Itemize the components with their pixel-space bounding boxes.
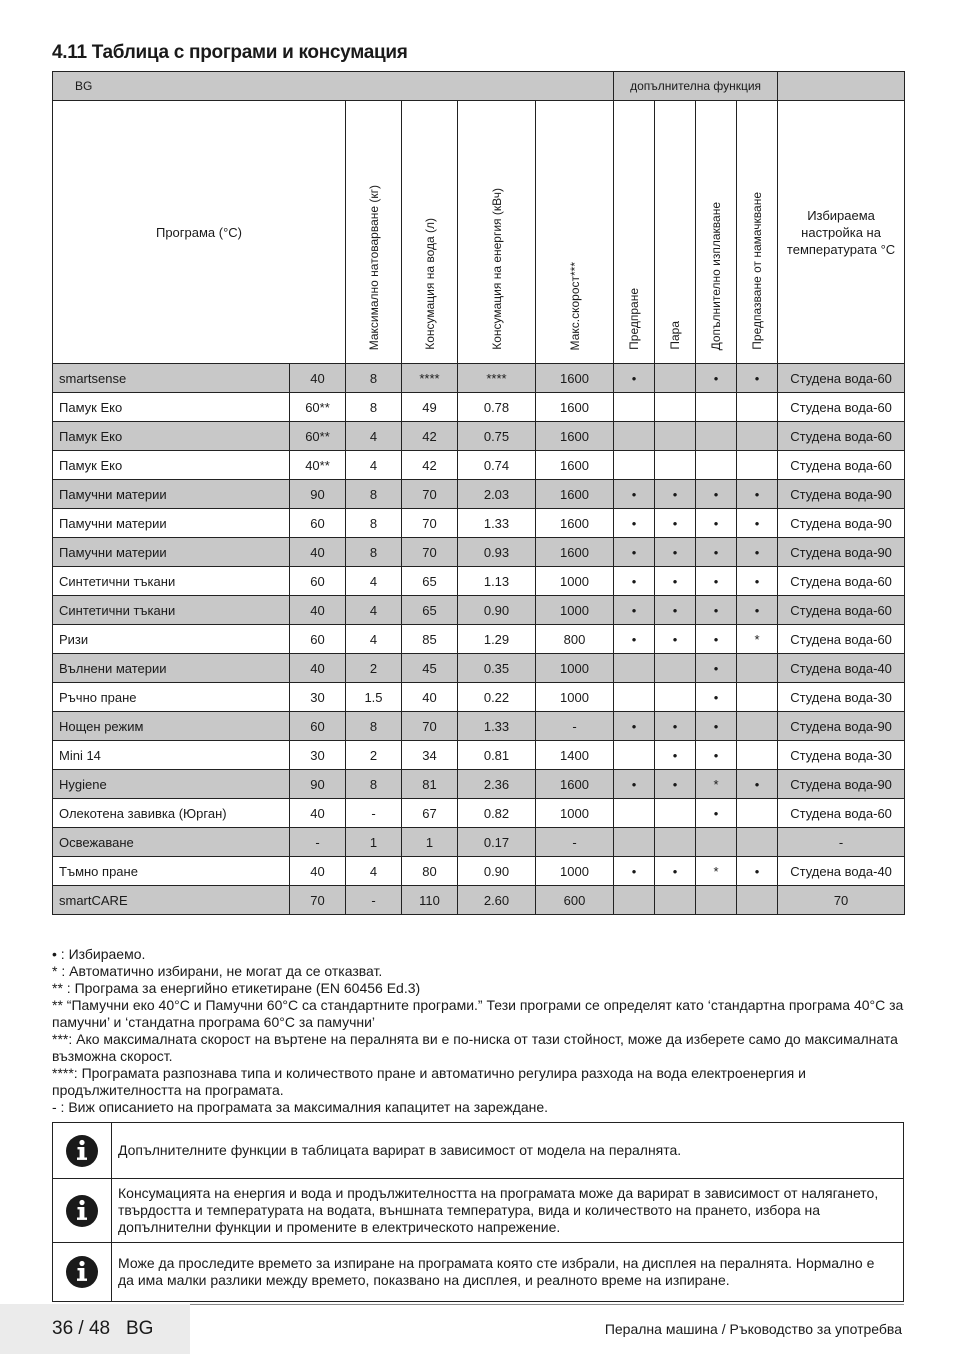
table-cell	[614, 393, 655, 422]
water-header: Консумация на вода (л)	[402, 101, 458, 364]
info-note	[52, 1243, 904, 1302]
program-table	[52, 71, 905, 915]
document-title: Перална машина / Ръководство за употребва	[604, 1321, 902, 1337]
table-cell: •	[696, 799, 737, 828]
table-cell: •	[655, 538, 696, 567]
table-cell: •	[655, 857, 696, 886]
table-cell: •	[614, 480, 655, 509]
table-cell: 90	[290, 480, 346, 509]
table-cell: •	[614, 509, 655, 538]
table-cell	[614, 683, 655, 712]
table-cell: 60	[290, 567, 346, 596]
table-cell	[614, 799, 655, 828]
table-cell: 81	[402, 770, 458, 799]
table-cell: 60**	[290, 422, 346, 451]
table-cell: ****	[458, 364, 536, 393]
info-icon	[53, 1123, 112, 1178]
table-row	[53, 799, 905, 828]
table-cell: •	[614, 364, 655, 393]
table-cell	[737, 422, 778, 451]
program-name-cell: Синтетични тъкани	[53, 567, 290, 596]
energy-header: Консумация на енергия (кВч)	[458, 101, 536, 364]
table-cell: 65	[402, 596, 458, 625]
table-cell: •	[737, 596, 778, 625]
table-cell: Студена вода-60	[778, 567, 905, 596]
info-note-text: Може да проследите времето за изпиране на програмата която сте избрали, на дисплея на пералнята. Нормално е да има малки разлики между времето, показвано на дисплея, и реалното време на изпиране.	[118, 1255, 875, 1288]
table-cell: Студена вода-90	[778, 538, 905, 567]
table-cell	[614, 451, 655, 480]
table-cell: 30	[290, 683, 346, 712]
table-cell: Студена вода-90	[778, 770, 905, 799]
table-cell: •	[696, 596, 737, 625]
table-row	[53, 480, 905, 509]
table-cell: Студена вода-60	[778, 625, 905, 654]
extra-rinse-header: Допълнително изплакване	[696, 101, 737, 364]
table-cell	[737, 451, 778, 480]
table-row	[53, 712, 905, 741]
table-row	[53, 596, 905, 625]
table-cell: 4	[346, 422, 402, 451]
program-header: Програма (°C)	[53, 101, 346, 364]
table-cell: •	[614, 770, 655, 799]
table-cell: •	[614, 567, 655, 596]
table-cell: 85	[402, 625, 458, 654]
table-cell	[737, 799, 778, 828]
table-cell: •	[696, 625, 737, 654]
info-note-text: Консумацията на енергия и вода и продължителността на програмата може да варират в зависимост от налягането, твърдостта и температурата на водата, външната температура, вида и количеството на прането, избора на допълнителни функции и промените в електрическото напрежение.	[118, 1185, 879, 1235]
program-name-cell: Hygiene	[53, 770, 290, 799]
table-cell: 60	[290, 625, 346, 654]
table-cell	[696, 828, 737, 857]
table-cell: 40	[402, 683, 458, 712]
table-cell: 80	[402, 857, 458, 886]
table-cell	[696, 393, 737, 422]
table-cell: 8	[346, 480, 402, 509]
legend-line: ** : Програма за енергийно етикетиране (EN 60456 Ed.3)	[52, 980, 421, 996]
program-name-cell: Освежаване	[53, 828, 290, 857]
table-cell: •	[655, 596, 696, 625]
table-cell: 70	[402, 712, 458, 741]
table-cell: 67	[402, 799, 458, 828]
table-cell	[614, 654, 655, 683]
table-cell: 8	[346, 364, 402, 393]
info-note	[52, 1179, 904, 1243]
program-name-cell: Ризи	[53, 625, 290, 654]
table-cell: 1000	[536, 683, 614, 712]
table-cell: 0.75	[458, 422, 536, 451]
table-cell	[737, 741, 778, 770]
steam-header: Пара	[655, 101, 696, 364]
table-cell: •	[737, 364, 778, 393]
page-number: 36 / 48 BG	[52, 1318, 154, 1339]
table-cell: 1600	[536, 538, 614, 567]
table-cell: 8	[346, 538, 402, 567]
table-cell: 40	[290, 799, 346, 828]
program-name-cell: Памучни материи	[53, 538, 290, 567]
table-cell	[737, 654, 778, 683]
table-cell: Студена вода-30	[778, 741, 905, 770]
table-cell: 8	[346, 509, 402, 538]
table-cell: 60**	[290, 393, 346, 422]
table-cell: 40	[290, 364, 346, 393]
table-row	[53, 857, 905, 886]
table-cell: •	[614, 857, 655, 886]
program-name-cell: Mini 14	[53, 741, 290, 770]
table-cell	[655, 422, 696, 451]
table-cell	[696, 451, 737, 480]
table-cell	[696, 886, 737, 915]
table-row	[53, 654, 905, 683]
table-cell: •	[696, 683, 737, 712]
table-cell: •	[737, 770, 778, 799]
table-cell: •	[655, 509, 696, 538]
info-note	[52, 1123, 904, 1179]
program-name-cell: smartCARE	[53, 886, 290, 915]
table-cell: 1.33	[458, 712, 536, 741]
table-cell	[737, 712, 778, 741]
table-cell	[655, 828, 696, 857]
table-row	[53, 886, 905, 915]
table-cell: 2.03	[458, 480, 536, 509]
table-cell: •	[614, 538, 655, 567]
table-cell: 0.35	[458, 654, 536, 683]
section-title: 4.11 Таблица с програми и консумация	[52, 42, 408, 63]
table-cell: Студена вода-60	[778, 596, 905, 625]
table-cell: 8	[346, 770, 402, 799]
legend-line: • : Избираемо.	[52, 946, 146, 962]
table-cell: -	[536, 712, 614, 741]
table-cell: 1600	[536, 422, 614, 451]
table-cell	[614, 828, 655, 857]
anti-crease-header: Предпазване от намачкване	[737, 101, 778, 364]
table-cell: 2	[346, 654, 402, 683]
table-cell: 600	[536, 886, 614, 915]
table-cell: 1.13	[458, 567, 536, 596]
table-cell	[655, 886, 696, 915]
table-cell: 70	[290, 886, 346, 915]
table-cell: 0.17	[458, 828, 536, 857]
table-cell	[737, 683, 778, 712]
table-cell: 70	[402, 509, 458, 538]
program-name-cell: smartsense	[53, 364, 290, 393]
table-cell: 2.60	[458, 886, 536, 915]
table-cell: Студена вода-90	[778, 480, 905, 509]
table-cell: 1	[402, 828, 458, 857]
program-name-cell: Памучни материи	[53, 480, 290, 509]
empty-header-cell	[778, 72, 905, 101]
table-cell: 90	[290, 770, 346, 799]
table-row	[53, 683, 905, 712]
table-row	[53, 625, 905, 654]
speed-header: Макс.скорост***	[536, 101, 614, 364]
table-cell: 4	[346, 451, 402, 480]
table-cell: 0.82	[458, 799, 536, 828]
table-cell: 70	[402, 480, 458, 509]
table-cell: 1000	[536, 857, 614, 886]
table-cell: 1	[346, 828, 402, 857]
table-cell: •	[614, 712, 655, 741]
table-cell: 4	[346, 857, 402, 886]
table-cell: *	[737, 625, 778, 654]
max-load-header: Максимално натоварване (кг)	[346, 101, 402, 364]
table-cell: 1600	[536, 480, 614, 509]
table-cell: 8	[346, 712, 402, 741]
table-cell: 70	[402, 538, 458, 567]
program-name-cell: Тъмно пране	[53, 857, 290, 886]
table-row	[53, 770, 905, 799]
table-cell: 65	[402, 567, 458, 596]
info-notes	[52, 1122, 904, 1302]
table-cell: 0.81	[458, 741, 536, 770]
table-cell: •	[696, 654, 737, 683]
table-cell: 1000	[536, 654, 614, 683]
table-cell: 2	[346, 741, 402, 770]
table-cell: Студена вода-60	[778, 393, 905, 422]
table-cell: 1.5	[346, 683, 402, 712]
table-cell: 42	[402, 451, 458, 480]
table-row	[53, 538, 905, 567]
table-cell	[737, 828, 778, 857]
table-cell: •	[737, 480, 778, 509]
program-name-cell: Нощен режим	[53, 712, 290, 741]
table-cell: -	[346, 886, 402, 915]
table-cell: •	[696, 480, 737, 509]
info-icon	[53, 1179, 112, 1242]
table-cell: 2.36	[458, 770, 536, 799]
table-cell: 40	[290, 538, 346, 567]
table-cell: *	[696, 770, 737, 799]
info-icon	[53, 1243, 112, 1301]
table-cell: •	[655, 741, 696, 770]
table-row	[53, 451, 905, 480]
table-cell	[655, 451, 696, 480]
program-name-cell: Олекотена завивка (Юрган)	[53, 799, 290, 828]
table-cell: 34	[402, 741, 458, 770]
table-row	[53, 741, 905, 770]
table-cell: Студена вода-60	[778, 422, 905, 451]
table-cell	[737, 393, 778, 422]
table-cell: Студена вода-60	[778, 799, 905, 828]
table-cell: 40	[290, 857, 346, 886]
table-cell: •	[737, 509, 778, 538]
table-cell: ****	[402, 364, 458, 393]
table-cell: 0.22	[458, 683, 536, 712]
table-cell: 1000	[536, 596, 614, 625]
table-cell: Студена вода-90	[778, 712, 905, 741]
table-cell: 49	[402, 393, 458, 422]
table-cell	[655, 364, 696, 393]
table-cell: Студена вода-40	[778, 857, 905, 886]
table-cell: 1.33	[458, 509, 536, 538]
table-cell: -	[536, 828, 614, 857]
table-cell: Студена вода-60	[778, 364, 905, 393]
table-cell	[655, 393, 696, 422]
table-cell: •	[696, 538, 737, 567]
table-cell: •	[737, 538, 778, 567]
table-cell: 1600	[536, 509, 614, 538]
table-cell: 40	[290, 654, 346, 683]
table-cell	[737, 886, 778, 915]
table-cell	[655, 654, 696, 683]
legend-line: * : Автоматично избирани, не могат да се отказват.	[52, 963, 383, 979]
table-row	[53, 567, 905, 596]
table-cell: 0.74	[458, 451, 536, 480]
table-cell: 4	[346, 625, 402, 654]
table-cell: 1600	[536, 770, 614, 799]
legend	[52, 946, 904, 1116]
table-cell: 42	[402, 422, 458, 451]
table-cell: Студена вода-30	[778, 683, 905, 712]
table-row	[53, 393, 905, 422]
table-cell: •	[696, 712, 737, 741]
program-name-cell: Памук Еко	[53, 422, 290, 451]
table-cell	[696, 422, 737, 451]
table-cell	[614, 422, 655, 451]
table-cell: 0.90	[458, 596, 536, 625]
info-note-text: Допълнителните функции в таблицата варират в зависимост от модела на пералнята.	[118, 1142, 682, 1158]
table-cell: 70	[778, 886, 905, 915]
temp-header: Избираема настройка на температурата °C	[778, 101, 905, 364]
table-cell: 40	[290, 596, 346, 625]
table-cell: 110	[402, 886, 458, 915]
table-cell: 800	[536, 625, 614, 654]
table-cell: Студена вода-40	[778, 654, 905, 683]
table-cell: 8	[346, 393, 402, 422]
legend-line: ** “Памучни еко 40°C и Памучни 60°C са стандартните програми.” Тези програми се определят като ‘стандартна програма 40°C за памучни’ и ‘стандатна програма 60°C за памучни’	[52, 997, 904, 1030]
table-cell: 45	[402, 654, 458, 683]
extra-function-header: допълнителна функция	[614, 72, 778, 101]
table-cell: •	[655, 480, 696, 509]
table-cell: 30	[290, 741, 346, 770]
table-cell: •	[737, 567, 778, 596]
table-cell: -	[778, 828, 905, 857]
table-cell: -	[346, 799, 402, 828]
table-cell: 4	[346, 567, 402, 596]
table-cell: •	[737, 857, 778, 886]
program-name-cell: Памук Еко	[53, 393, 290, 422]
table-cell: 60	[290, 509, 346, 538]
program-name-cell: Ръчно пране	[53, 683, 290, 712]
table-cell: •	[655, 625, 696, 654]
table-cell: •	[696, 741, 737, 770]
table-cell: •	[696, 509, 737, 538]
table-cell: 1.29	[458, 625, 536, 654]
table-cell: •	[614, 625, 655, 654]
table-cell: •	[655, 712, 696, 741]
prewash-header: Предпране	[614, 101, 655, 364]
table-row	[53, 509, 905, 538]
table-cell: 0.93	[458, 538, 536, 567]
table-cell: Студена вода-60	[778, 451, 905, 480]
table-cell: •	[696, 364, 737, 393]
table-row	[53, 828, 905, 857]
table-cell: 4	[346, 596, 402, 625]
table-cell: •	[614, 596, 655, 625]
table-cell: 0.78	[458, 393, 536, 422]
table-row	[53, 422, 905, 451]
table-cell: 1000	[536, 567, 614, 596]
table-cell: 60	[290, 712, 346, 741]
program-name-cell: Памучни материи	[53, 509, 290, 538]
legend-line: ****: Програмата разпознава типа и количеството пране и автоматично регулира разхода на вода електроенергия и продължителността на програмата.	[52, 1065, 806, 1098]
program-name-cell: Синтетични тъкани	[53, 596, 290, 625]
legend-line: - : Виж описанието на програмата за максималния капацитет на зареждане.	[52, 1099, 549, 1115]
table-cell: •	[655, 567, 696, 596]
table-cell: 1600	[536, 393, 614, 422]
table-cell: -	[290, 828, 346, 857]
table-cell	[655, 799, 696, 828]
table-cell: 1600	[536, 451, 614, 480]
table-cell: Студена вода-90	[778, 509, 905, 538]
table-cell: 1400	[536, 741, 614, 770]
table-cell: •	[655, 770, 696, 799]
table-cell: 1000	[536, 799, 614, 828]
legend-line: ***: Ако максималната скорост на въртене на пералнята ви е по-ниска от тази стойност, може да изберете само до максималната възможна скорост.	[52, 1031, 898, 1064]
program-name-cell: Вълнени материи	[53, 654, 290, 683]
table-cell: 40**	[290, 451, 346, 480]
table-cell: *	[696, 857, 737, 886]
program-name-cell: Памук Еко	[53, 451, 290, 480]
table-cell: •	[696, 567, 737, 596]
lang-header: BG	[53, 72, 614, 101]
table-cell	[655, 683, 696, 712]
table-cell: 0.90	[458, 857, 536, 886]
table-cell	[614, 741, 655, 770]
table-cell: 1600	[536, 364, 614, 393]
footer-divider	[190, 1304, 904, 1305]
table-cell	[614, 886, 655, 915]
table-row	[53, 364, 905, 393]
